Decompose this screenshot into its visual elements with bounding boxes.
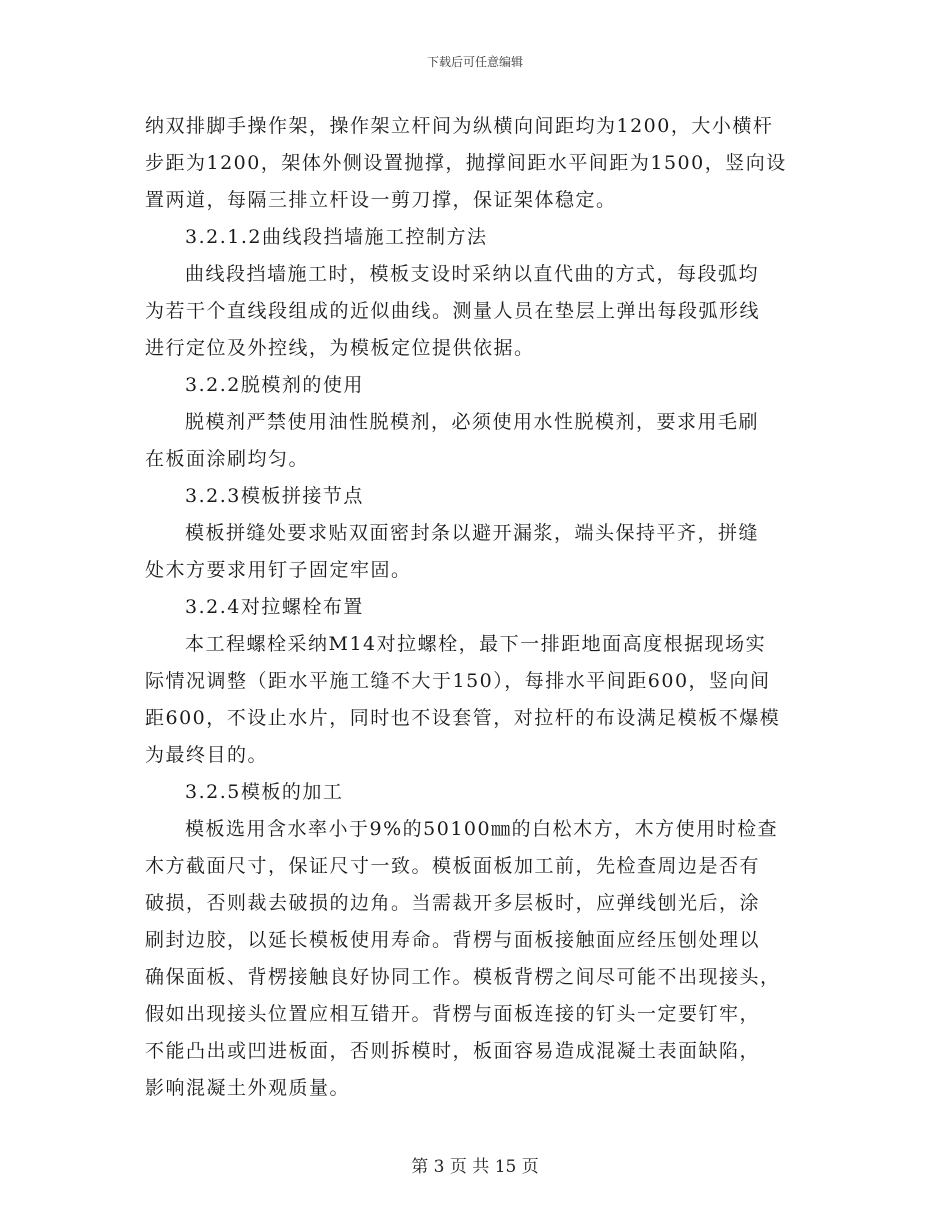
text-line: 刷封边胶，以延长模板使用寿命。背楞与面板接触面应经压刨处理以 bbox=[145, 929, 761, 951]
text-line: 破损，否则裁去破损的边角。当需裁开多层板时，应弹线刨光后，涂 bbox=[145, 892, 761, 914]
text-line: 进行定位及外控线，为模板定位提供依据。 bbox=[145, 337, 535, 359]
page-footer: 第 3 页 共 15 页 bbox=[411, 1157, 539, 1177]
text-line: 曲线段挡墙施工时，模板支设时采纳以直代曲的方式，每段弧均 bbox=[185, 263, 760, 285]
text-line: 本工程螺栓采纳M14对拉螺栓，最下一排距地面高度根据现场实 bbox=[185, 633, 767, 655]
text-line: 距600，不设止水片，同时也不设套管，对拉杆的布设满足模板不爆模 bbox=[145, 707, 781, 729]
section-heading: 3.2.1.2曲线段挡墙施工控制方法 bbox=[185, 226, 488, 248]
text-line: 际情况调整（距水平施工缝不大于150），每排水平间距600，竖向间 bbox=[145, 670, 771, 692]
text-line: 不能凸出或凹进板面，否则拆模时，板面容易造成混凝土表面缺陷， bbox=[145, 1040, 761, 1062]
text-line: 假如出现接头位置应相互错开。背楞与面板连接的钉头一定要钉牢， bbox=[145, 1003, 761, 1025]
text-line: 确保面板、背楞接触良好协同工作。模板背楞之间尽可能不出现接头， bbox=[145, 966, 781, 988]
text-line: 为若干个直线段组成的近似曲线。测量人员在垫层上弹出每段弧形线 bbox=[145, 300, 761, 322]
section-heading: 3.2.3模板拼接节点 bbox=[185, 485, 364, 507]
text-line: 纳双排脚手操作架，操作架立杆间为纵横向间距均为1200，大小横杆 bbox=[145, 115, 774, 137]
text-line: 模板选用含水率小于9%的50100㎜的白松木方，木方使用时检查 bbox=[185, 818, 779, 840]
text-line: 木方截面尺寸，保证尺寸一致。模板面板加工前，先检查周边是否有 bbox=[145, 855, 761, 877]
text-line: 为最终目的。 bbox=[145, 744, 269, 766]
page-header: 下载后可任意编辑 bbox=[426, 55, 523, 69]
text-line: 在板面涂刷均匀。 bbox=[145, 448, 310, 470]
section-heading: 3.2.2脱模剂的使用 bbox=[185, 374, 364, 396]
text-line: 影响混凝土外观质量。 bbox=[145, 1077, 351, 1099]
text-line: 置两道，每隔三排立杆设一剪刀撑，保证架体稳定。 bbox=[145, 189, 617, 211]
text-line: 模板拼缝处要求贴双面密封条以避开漏浆，端头保持平齐，拼缝 bbox=[185, 522, 760, 544]
section-heading: 3.2.5模板的加工 bbox=[185, 781, 344, 803]
section-heading: 3.2.4对拉螺栓布置 bbox=[185, 596, 364, 618]
text-line: 步距为1200，架体外侧设置抛撑，抛撑间距水平间距为1500，竖向设 bbox=[145, 152, 787, 174]
document-body bbox=[145, 108, 815, 1107]
text-line: 处木方要求用钉子固定牢固。 bbox=[145, 559, 412, 581]
text-line: 脱模剂严禁使用油性脱模剂，必须使用水性脱模剂，要求用毛刷 bbox=[185, 411, 760, 433]
